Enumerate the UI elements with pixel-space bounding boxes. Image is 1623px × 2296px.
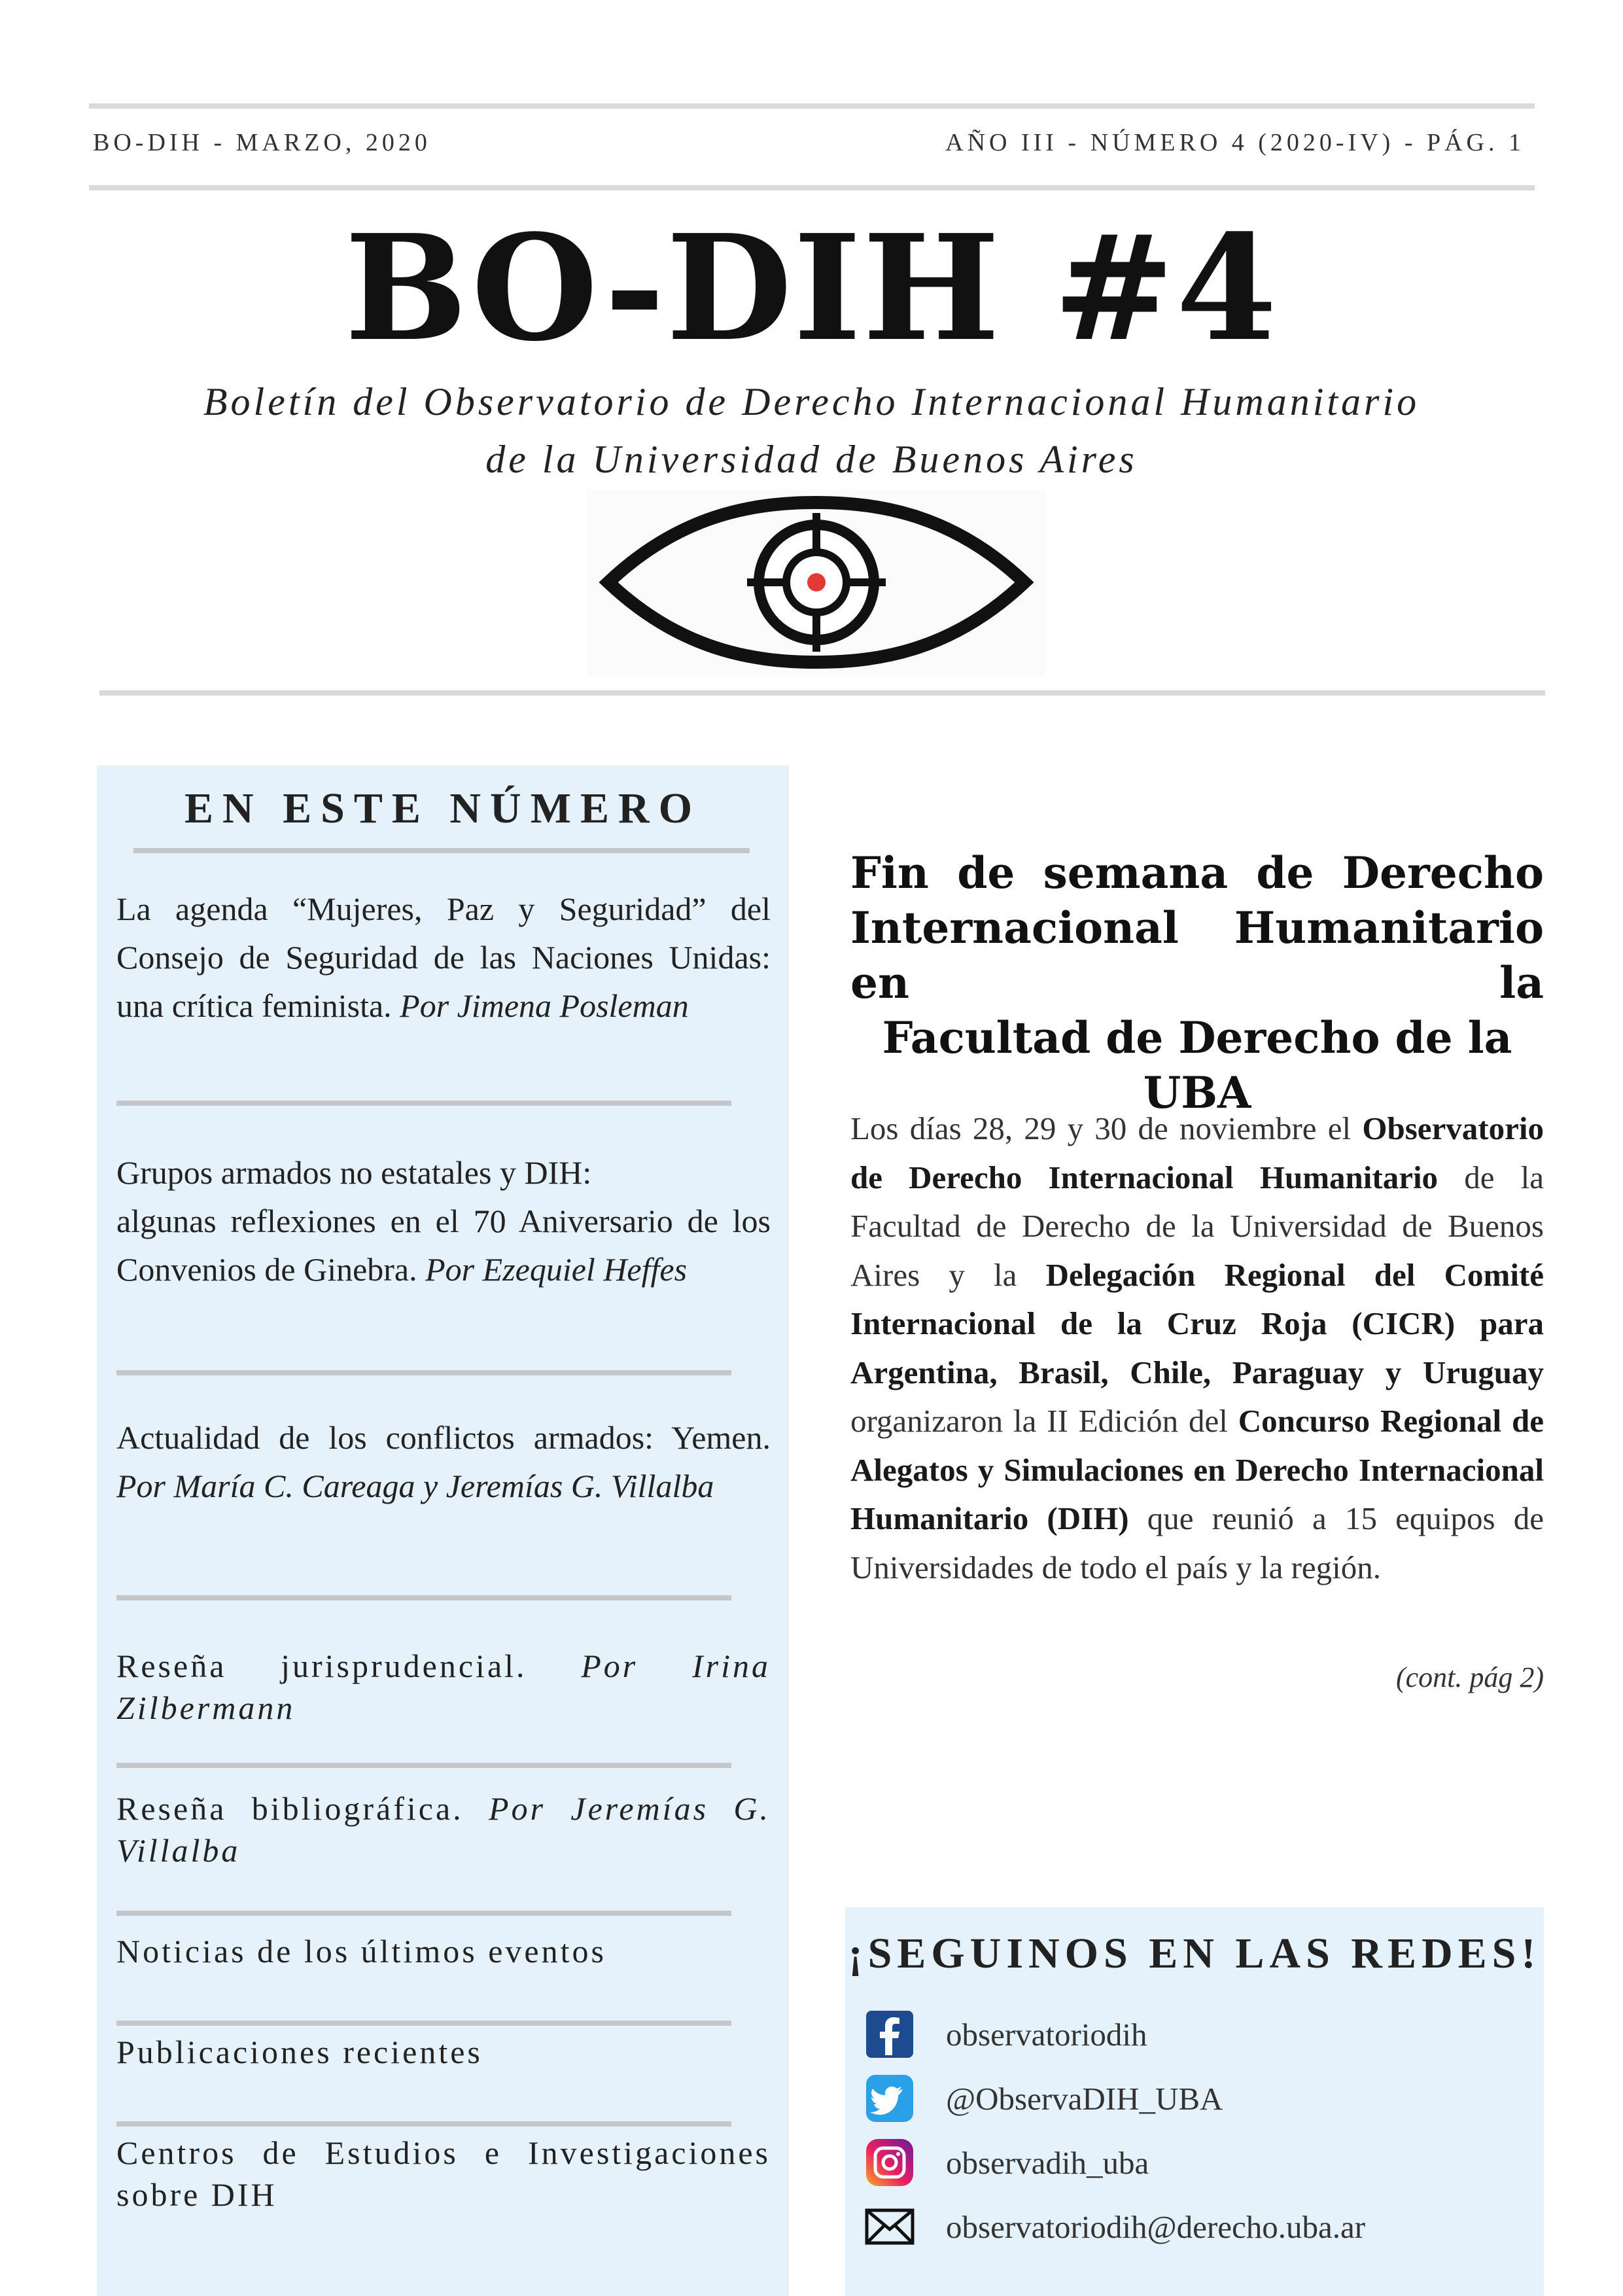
instagram-icon bbox=[865, 2138, 915, 2187]
toc-item-6[interactable]: Noticias de los últimos eventos bbox=[116, 1933, 606, 1969]
social-title: ¡SEGUINOS EN LAS REDES! bbox=[848, 1930, 1541, 1977]
toc-separator bbox=[116, 2021, 731, 2026]
contents-title: EN ESTE NÚMERO bbox=[184, 785, 702, 832]
continued-note[interactable]: (cont. pág 2) bbox=[1395, 1661, 1544, 1693]
toc-item-5[interactable] bbox=[116, 1788, 771, 1871]
toc-separator bbox=[116, 1370, 731, 1375]
article-body bbox=[850, 1104, 1544, 1592]
header-bottom-rule bbox=[89, 185, 1535, 190]
toc-item-2-author: Por Ezequiel Heffes bbox=[425, 1251, 688, 1288]
contents-title-rule bbox=[133, 848, 750, 853]
social-email[interactable] bbox=[865, 2201, 1365, 2252]
toc-item-5-text: Reseña bibliográfica. bbox=[116, 1790, 464, 1827]
toc-separator bbox=[116, 1101, 731, 1106]
twitter-handle: @ObservaDIH_UBA bbox=[946, 2080, 1223, 2117]
toc-item-1-author: Por Jimena Posleman bbox=[400, 987, 689, 1024]
body-emphasis: Delegación Regional del Comité Internacional de la Cruz Roja (CICR) para Argentina, Brasil, Chile, Paraguay y Uruguay bbox=[850, 1256, 1544, 1390]
toc-item-7[interactable]: Publicaciones recientes bbox=[116, 2034, 483, 2070]
masthead-bottom-rule bbox=[99, 690, 1545, 696]
toc-separator bbox=[116, 2121, 731, 2127]
toc-separator bbox=[116, 1763, 731, 1768]
headline-line-3: Facultad de Derecho de la UBA bbox=[882, 1012, 1512, 1118]
social-facebook[interactable] bbox=[865, 2009, 1147, 2060]
body-text: que reunió a 15 equipos de Universidades de todo el país y la región. bbox=[850, 1500, 1544, 1585]
subtitle-line-2: de la Universidad de Buenos Aires bbox=[485, 438, 1138, 481]
email-address: observatoriodih@derecho.uba.ar bbox=[946, 2208, 1366, 2245]
toc-item-8[interactable]: Centros de Estudios e Investigaciones sobre DIH bbox=[116, 2134, 771, 2213]
toc-separator bbox=[116, 1911, 731, 1916]
toc-item-3[interactable] bbox=[116, 1413, 771, 1510]
toc-item-4[interactable] bbox=[116, 1645, 771, 1729]
social-twitter[interactable] bbox=[865, 2073, 1223, 2124]
subtitle-line-1: Boletín del Observatorio de Derecho Internacional Humanitario bbox=[203, 380, 1420, 423]
body-text: organizaron la II Edición del bbox=[850, 1403, 1228, 1439]
toc-separator bbox=[116, 1595, 731, 1600]
masthead-subtitle bbox=[0, 373, 1623, 488]
body-emphasis: Observatorio de Derecho Internacional Humanitario bbox=[850, 1110, 1544, 1195]
body-emphasis: Concurso Regional de Alegatos y Simulaciones en Derecho Internacional Humanitario (DIH) bbox=[850, 1403, 1544, 1536]
observatory-eye-logo bbox=[587, 489, 1045, 676]
headline-line-2: Internacional Humanitario en la bbox=[850, 902, 1544, 1008]
toc-item-1-text: La agenda “Mujeres, Paz y Seguridad” del Consejo de Seguridad de las Naciones Unidas: una crítica feminista. bbox=[116, 891, 771, 1024]
article-headline bbox=[850, 845, 1544, 1120]
running-head-right: AÑO III - NÚMERO 4 (2020-IV) - PÁG. 1 bbox=[945, 129, 1525, 156]
toc-item-1[interactable] bbox=[116, 885, 771, 1030]
toc-item-4-text: Reseña jurisprudencial. bbox=[116, 1648, 527, 1684]
body-text: Los días 28, 29 y 30 de noviembre el bbox=[850, 1110, 1352, 1146]
facebook-icon bbox=[865, 2009, 915, 2059]
twitter-icon bbox=[865, 2074, 915, 2123]
running-head-left: BO-DIH - MARZO, 2020 bbox=[93, 129, 431, 156]
mail-icon bbox=[865, 2202, 915, 2252]
masthead-title: BO-DIH #4 bbox=[344, 203, 1279, 374]
toc-item-3-author: Por María C. Careaga y Jeremías G. Villalba bbox=[116, 1468, 714, 1504]
toc-item-2-text: algunas reflexiones en el 70 Aniversario de los Convenios de Ginebra. bbox=[116, 1203, 771, 1288]
toc-item-2-first-line: Grupos armados no estatales y DIH: bbox=[116, 1154, 592, 1191]
headline-line-1: Fin de semana de Derecho bbox=[850, 847, 1544, 898]
toc-item-2[interactable] bbox=[116, 1148, 771, 1294]
header-top-rule bbox=[89, 103, 1535, 109]
instagram-handle: observadih_uba bbox=[946, 2144, 1149, 2181]
body-text: de la Facultad de Derecho de la Universidad de Buenos Aires y la bbox=[850, 1159, 1544, 1293]
toc-item-3-text: Actualidad de los conflictos armados: Yemen. bbox=[116, 1419, 771, 1456]
toc-item-5-author: Por Jeremías G. Villalba bbox=[116, 1790, 771, 1869]
toc-item-4-author: Por Irina Zilbermann bbox=[116, 1648, 771, 1726]
facebook-handle: observatoriodih bbox=[946, 2016, 1147, 2053]
social-instagram[interactable] bbox=[865, 2137, 1149, 2188]
